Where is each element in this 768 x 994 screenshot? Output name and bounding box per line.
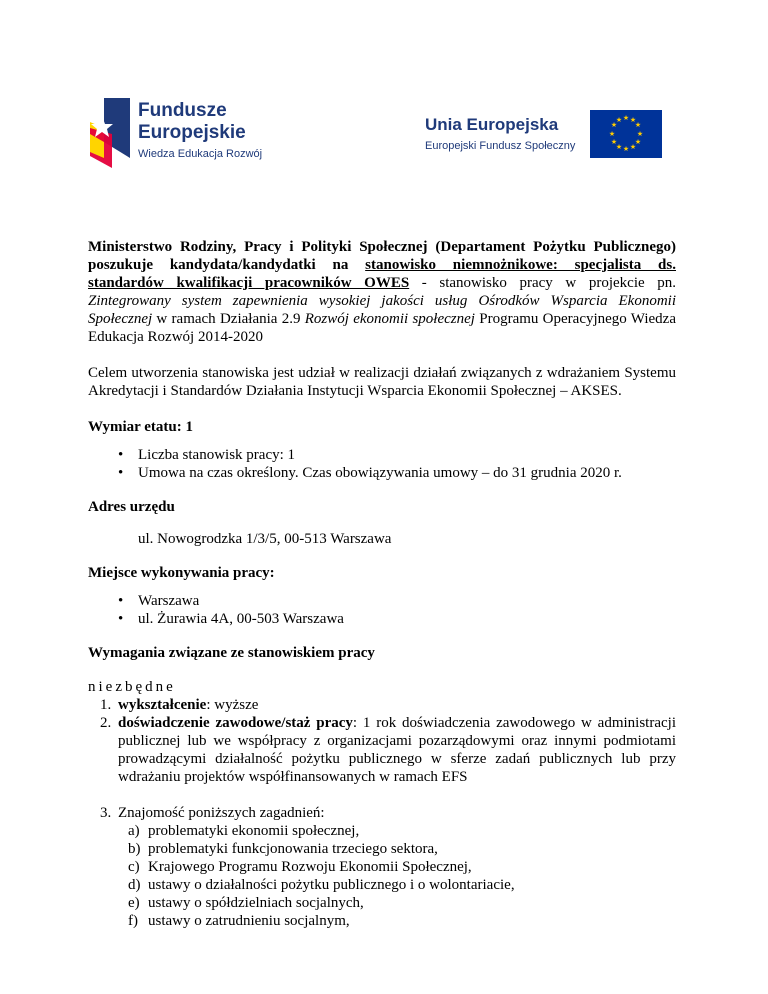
svg-text:★: ★ (634, 138, 642, 146)
position-title: stanowisko niemnożnikowe: specjalista ds. standardów kwalifikacji pracowników OWES (88, 257, 676, 291)
svg-text:★: ★ (629, 143, 637, 151)
workload-list (88, 446, 676, 482)
fe-logo-text (138, 100, 262, 162)
fe-line1: Fundusze (138, 100, 227, 121)
purpose-paragraph: Celem utworzenia stanowiska jest udział w realizacji działań związanych z wdrażaniem Systemu Akredytacji i Standardów Działania Instytucji Wsparcia Ekonomii Społecznej – AKSES. (88, 365, 676, 399)
intro-text3: Programu Operacyjnego Wiedza Edukacja Rozwój 2014-2020 (88, 311, 677, 345)
office-heading: Adres urzędu (88, 499, 175, 515)
office-address: ul. Nowogrodzka 1/3/5, 00-513 Warszawa (138, 531, 392, 547)
fundusze-europejskie-logo (88, 98, 278, 168)
list-item: 1. wykształcenie: wyższe (100, 697, 259, 713)
necessary-label: niezbędne (88, 679, 176, 695)
sublist-item: a) problematyki ekonomii społecznej, (128, 823, 360, 839)
knowledge-sublist (118, 822, 676, 930)
fe-line3: Wiedza Edukacja Rozwój (138, 148, 263, 160)
intro-text1: - stanowisko pracy w projekcie pn. (409, 275, 676, 291)
requirements-list (88, 696, 676, 930)
ue-title: Unia Europejska (425, 115, 559, 134)
fe-logo-icon (88, 98, 136, 168)
ue-logo-text (425, 115, 575, 154)
workload-heading: Wymiar etatu: 1 (88, 419, 193, 435)
svg-text:★: ★ (629, 116, 637, 124)
svg-text:★: ★ (634, 121, 642, 129)
ue-subtitle: Europejski Fundusz Społeczny (425, 140, 576, 152)
svg-text:★: ★ (636, 130, 644, 138)
sublist-item: b) problematyki funkcjonowania trzeciego sektora, (128, 841, 438, 857)
project-name: Zintegrowany system zapewnienia wysokiej jakości usług Ośrodków Wsparcia Ekonomii Społecznej (88, 293, 676, 327)
intro-bold-lead: Ministerstwo Rodziny, Pracy i Polityki Społecznej (Departament Pożytku Publicznego) poszukuje kandydata/kandydatki na (88, 239, 676, 273)
document-header (0, 0, 768, 180)
svg-text:★: ★ (610, 121, 618, 129)
svg-text:★: ★ (608, 130, 616, 138)
document-body (88, 238, 676, 930)
fe-line2: Europejskie (138, 122, 246, 143)
sublist-item: f) ustawy o zatrudnieniu socjalnym, (128, 913, 350, 929)
svg-text:★: ★ (615, 116, 623, 124)
list-item: • Umowa na czas określony. Czas obowiązywania umowy – do 31 grudnia 2020 r. (138, 464, 676, 482)
intro-text2: w ramach Działania 2.9 (152, 311, 305, 327)
sublist-item: e) ustawy o spółdzielniach socjalnych, (128, 895, 364, 911)
workplace-list (88, 592, 676, 628)
svg-text:★: ★ (622, 145, 630, 153)
list-item: 3. Znajomość poniższych zagadnień: a) problematyki ekonomii społecznej, b) problematyki funkcjonowania trzeciego sektora, c) Krajowego Programu Rozwoju Ekonomii Społecznej, d) ustawy o działalności pożytku publicznego i o wolontariacie, e) ustawy o spółdzielniach socjalnych, f) ustawy o zatrudnieniu socjalnym, (118, 804, 676, 930)
requirements-heading: Wymagania związane ze stanowiskiem pracy (88, 645, 375, 661)
svg-text:★: ★ (615, 143, 623, 151)
list-item: • Liczba stanowisk pracy: 1 (138, 446, 676, 464)
svg-text:★: ★ (622, 114, 630, 122)
eu-flag-icon (590, 110, 662, 158)
list-item: • Warszawa (138, 592, 676, 610)
sublist-item: d) ustawy o działalności pożytku publicznego i o wolontariacie, (128, 877, 515, 893)
sublist-item: c) Krajowego Programu Rozwoju Ekonomii Społecznej, (128, 859, 472, 875)
list-item: 2. doświadczenie zawodowe/staż pracy: 1 rok doświadczenia zawodowego w administracji publicznej lub we współpracy z organizacjami pozarządowymi oraz innymi podmiotami prowadzącymi działalność pożytku publicznego w sferze zadań publicznych lub przy wdrażaniu projektów współfinansowanych w ramach EFS (100, 715, 676, 785)
action-name: Rozwój ekonomii społecznej (304, 311, 475, 327)
svg-text:★: ★ (610, 138, 618, 146)
list-item: • ul. Żurawia 4A, 00-503 Warszawa (138, 610, 676, 628)
intro-paragraph (88, 238, 676, 346)
workplace-heading: Miejsce wykonywania pracy: (88, 565, 275, 581)
